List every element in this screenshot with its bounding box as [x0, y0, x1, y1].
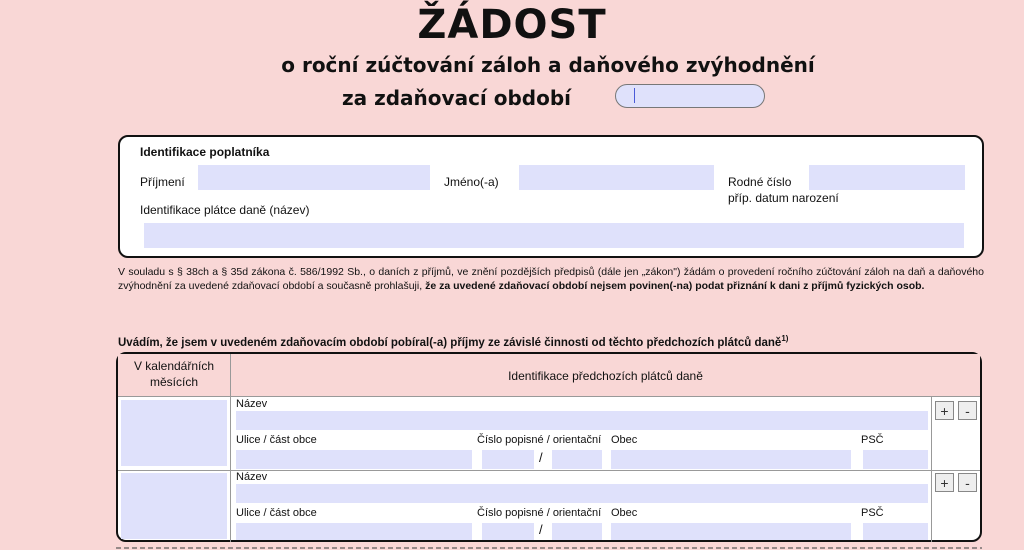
- row1-street-label: Ulice / část obce: [236, 434, 317, 446]
- birth-number-label: Rodné číslo: [728, 175, 792, 189]
- form-title: ŽÁDOST: [417, 2, 607, 48]
- row2-add-button[interactable]: +: [935, 473, 954, 492]
- ident-header-text: Identifikace předchozích plátců daně: [508, 369, 703, 383]
- row2-name-label: Název: [236, 471, 268, 483]
- months-divider: [230, 396, 231, 542]
- prior-payers-table: [116, 352, 982, 542]
- row2-number-slash: /: [539, 522, 543, 537]
- months-field-1[interactable]: [121, 400, 227, 466]
- ident-column-header: [231, 354, 980, 396]
- form-subtitle: o roční zúčtování záloh a daňového zvýhodnění: [281, 53, 815, 77]
- row1-add-button[interactable]: +: [935, 401, 954, 420]
- row2-street-field[interactable]: [236, 523, 472, 540]
- cut-off-footer: [116, 544, 982, 550]
- row2-remove-button[interactable]: -: [958, 473, 977, 492]
- row2-number-label: Číslo popisné / orientační: [477, 507, 602, 519]
- birth-number-field[interactable]: [809, 165, 965, 190]
- period-label: za zdaňovací období: [342, 86, 572, 110]
- row1-street-field[interactable]: [236, 450, 472, 469]
- taxpayer-heading: Identifikace poplatníka: [140, 145, 270, 159]
- row1-zip-label: PSČ: [861, 434, 884, 446]
- name-field[interactable]: [519, 165, 714, 190]
- months-header-line1: V kalendářních: [133, 359, 215, 373]
- row1-number-label: Číslo popisné / orientační: [477, 434, 602, 446]
- buttons-divider: [931, 396, 932, 542]
- row1-city-field[interactable]: [611, 450, 851, 469]
- name-label: Jméno(-a): [444, 175, 499, 189]
- row1-name-field[interactable]: [236, 411, 928, 430]
- surname-label: Příjmení: [140, 175, 185, 189]
- row2-city-field[interactable]: [611, 523, 851, 540]
- birth-date-label: příp. datum narození: [728, 191, 839, 205]
- declaration-text: V souladu s § 38ch a § 35d zákona č. 586/1992 Sb., o daních z příjmů, ve znění pozdějších předpisů (dále jen „zákon") žádám o provedení ročního zúčtování záloh na daň a daňového zvýhodnění za uvedené zdaňovací období a současně prohlašuji,: [118, 266, 984, 292]
- row1-remove-button[interactable]: -: [958, 401, 977, 420]
- row2-city-label: Obec: [611, 507, 638, 519]
- payer-field[interactable]: [144, 223, 964, 248]
- row2-house-number-field[interactable]: [482, 523, 534, 540]
- row1-house-number-field[interactable]: [482, 450, 534, 469]
- months-field-2[interactable]: [121, 473, 227, 539]
- surname-field[interactable]: [198, 165, 430, 190]
- prior-payers-heading: [118, 334, 788, 349]
- row2-street-label: Ulice / část obce: [236, 507, 317, 519]
- footnote-mark: 1): [781, 334, 789, 343]
- row2-zip-label: PSČ: [861, 507, 884, 519]
- months-header-line2: měsících: [149, 375, 198, 389]
- prior-payers-heading-text: Uvádím, že jsem v uvedeném zdaňovacím období pobíral(-a) příjmy ze závislé činnosti od těchto předchozích plátců daně: [118, 336, 782, 349]
- row1-city-label: Obec: [611, 434, 638, 446]
- period-input[interactable]: [615, 84, 765, 108]
- header-divider: [118, 396, 980, 397]
- payer-label: Identifikace plátce daně (název): [140, 203, 310, 217]
- row2-name-field[interactable]: [236, 484, 928, 503]
- row1-name-label: Název: [236, 398, 268, 410]
- row2-zip-field[interactable]: [863, 523, 928, 540]
- row1-orientation-number-field[interactable]: [552, 450, 602, 469]
- taxpayer-section: [118, 135, 984, 258]
- declaration-bold-text: že za uvedené zdaňovací období nejsem povinen(-na) podat přiznání k dani z příjmů fyzických osob.: [425, 280, 925, 292]
- months-column-header: [118, 354, 231, 396]
- row1-number-slash: /: [539, 450, 543, 465]
- row2-orientation-number-field[interactable]: [552, 523, 602, 540]
- declaration-paragraph: [118, 265, 984, 293]
- row1-zip-field[interactable]: [863, 450, 928, 469]
- text-cursor: [634, 88, 635, 103]
